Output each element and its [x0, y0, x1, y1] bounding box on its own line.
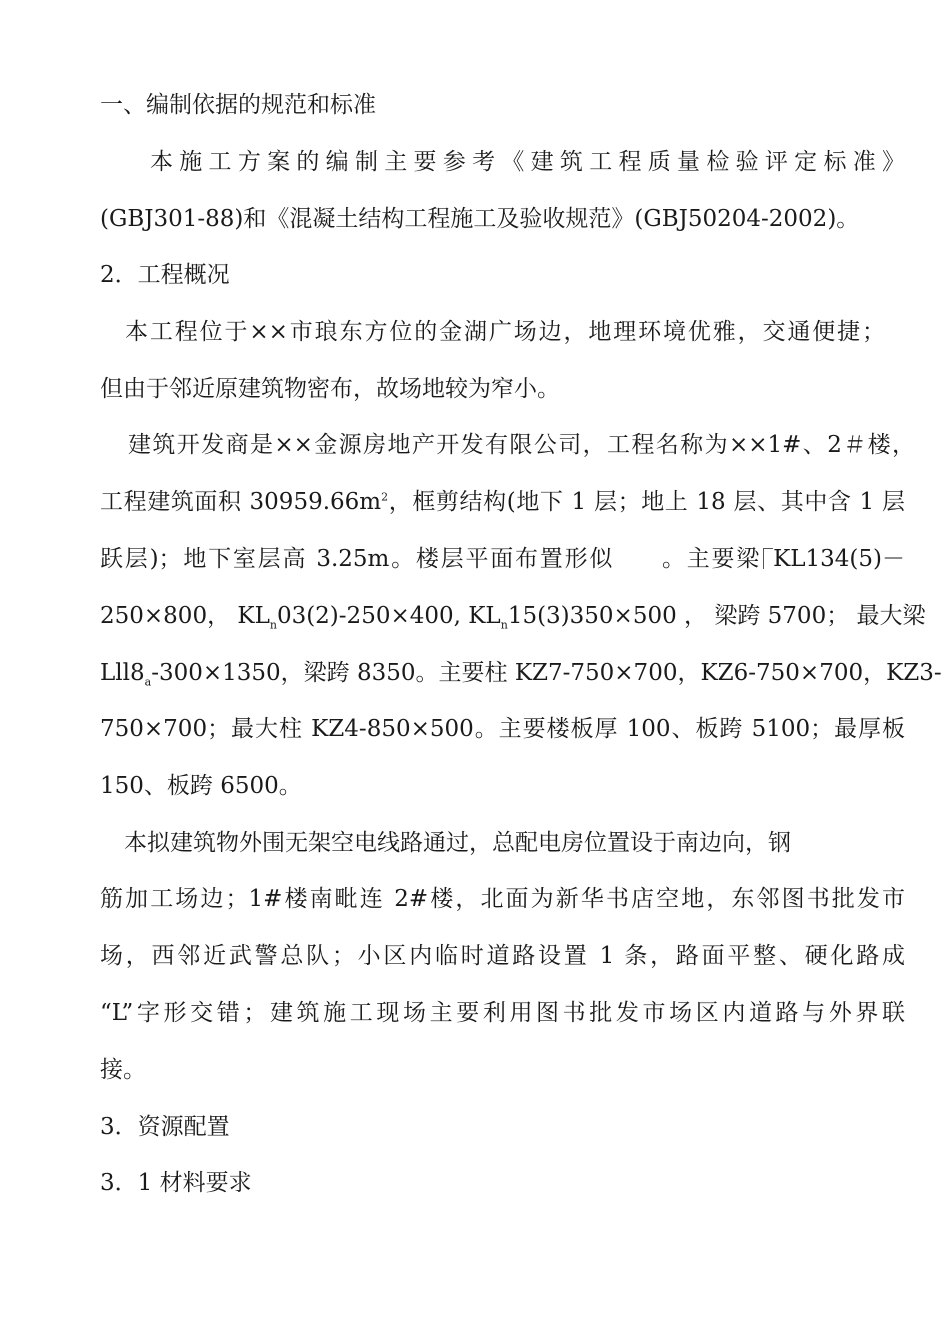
paragraph-basis-line-1: 本施工方案的编制主要参考《建筑工程质量检验评定标准》	[150, 149, 905, 175]
subsection-heading-materials: 3．1 材料要求	[100, 1170, 252, 1196]
paragraph-basis-line-2: (GBJ301-88)和《混凝土结构工程施工及验收规范》(GBJ50204-2002)。	[100, 206, 860, 232]
paragraph-structure-line-1: 建筑开发商是××金源房地产开发有限公司，工程名称为××1#、2＃楼，	[128, 432, 915, 458]
paragraph-structure-line-3: 跃层)；地下室层高 3.25m。楼层平面布置形似 。主要梁 KL134(5)－	[100, 546, 905, 572]
paragraph-location-line-1: 本工程位于××市琅东方位的金湖广场边，地理环境优雅，交通便捷；	[125, 319, 885, 345]
section-heading-resources: 3．资源配置	[100, 1114, 230, 1140]
superscript-area-unit: 2	[381, 490, 389, 504]
paragraph-structure-line-2: 工程建筑面积 $30959.66m^2$，框剪结构(地下 1 层；地上 18 层、其中含 1 层	[100, 489, 905, 515]
paragraph-structure-line-5: $Lll8_a-300\times 1350$，梁跨 8350。主要柱 KZ7-750×700，KZ6-750×700，KZ3-	[100, 660, 942, 689]
paragraph-site-line-3: 场，西邻近武警总队；小区内临时道路设置 1 条，路面平整、硬化路成	[100, 943, 905, 969]
section-heading-basis: 一、编制依据的规范和标准	[100, 92, 376, 118]
paragraph-site-line-2: 筋加工场边；1#楼南毗连 2#楼，北面为新华书店空地，东邻图书批发市	[100, 886, 905, 912]
paragraph-structure-line-7: 150、板跨 6500。	[100, 773, 302, 799]
paragraph-structure-line-4: 250×800， $KL_n03(2)-250\times 400$, $KL_n15(3)350\times 500$ ， 梁跨 5700； 最大梁	[100, 603, 926, 632]
paragraph-structure-line-6: 750×700；最大柱 KZ4-850×500。主要楼板厚 100、板跨 5100；最厚板	[100, 716, 905, 742]
paragraph-site-line-4: “L”字形交错；建筑施工现场主要利用图书批发市场区内道路与外界联	[100, 1000, 905, 1026]
section-heading-overview: 2．工程概况	[100, 262, 230, 288]
paragraph-site-line-1: 本拟建筑物外围无架空电线路通过，总配电房位置设于南边向，钢	[124, 830, 791, 856]
paragraph-site-line-5: 接。	[100, 1057, 146, 1083]
paragraph-location-line-2: 但由于邻近原建筑物密布，故场地较为窄小。	[100, 376, 560, 402]
frame-mark-icon	[763, 548, 773, 569]
